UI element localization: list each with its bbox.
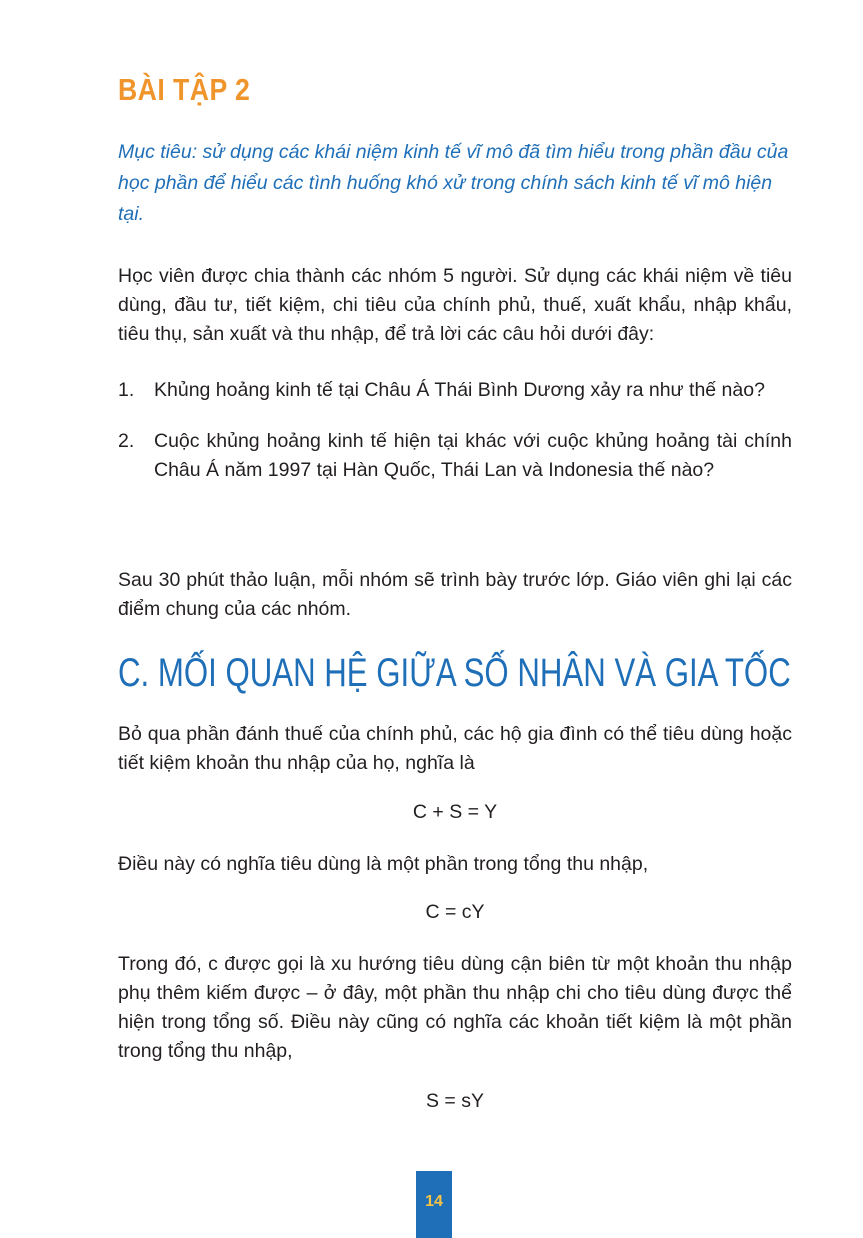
section-paragraph-2: Điều này có nghĩa tiêu dùng là một phần trong tổng thu nhập, [118,853,649,875]
exercise-closing: Sau 30 phút thảo luận, mỗi nhóm sẽ trình bày trước lớp. Giáo viên ghi lại các điểm chung của các nhóm. [118,569,792,620]
exercise-title: BÀI TẬP 2 [118,72,251,107]
section-paragraph-3: Trong đó, c được gọi là xu hướng tiêu dùng cận biên từ một khoản thu nhập phụ thêm kiếm được – ở đây, một phần thu nhập chi cho tiêu dùng được thể hiện trong tổng số. Điều này cũng có nghĩa các khoản tiết kiệm là một phần trong tổng thu nhập, [118,953,792,1062]
question-list [118,376,792,507]
question-text: Cuộc khủng hoảng kinh tế hiện tại khác với cuộc khủng hoảng tài chính Châu Á năm 1997 tại Hàn Quốc, Thái Lan và Indonesia thế nào? [154,430,792,481]
page-number: 14 [416,1171,452,1238]
formula-consumption: C = cY [425,901,485,923]
question-number: 1. [118,379,135,401]
exercise-objective: Mục tiêu: sử dụng các khái niệm kinh tế vĩ mô đã tìm hiểu trong phần đầu của học phần để hiểu các tình huống khó xử trong chính sách kinh tế vĩ mô hiện tại. [118,141,789,225]
section-title: C. MỐI QUAN HỆ GIỮA SỐ NHÂN VÀ GIA TỐC [118,651,791,695]
question-item [118,376,792,405]
section-paragraph-1: Bỏ qua phần đánh thuế của chính phủ, các hộ gia đình có thể tiêu dùng hoặc tiết kiệm khoản thu nhập của họ, nghĩa là [118,723,792,774]
formula-savings-identity: C + S = Y [412,801,498,823]
formula-savings: S = sY [426,1090,484,1112]
question-item [118,427,792,485]
exercise-intro: Học viên được chia thành các nhóm 5 người. Sử dụng các khái niệm về tiêu dùng, đầu tư, tiết kiệm, chi tiêu của chính phủ, thuế, xuất khẩu, nhập khẩu, tiêu thụ, sản xuất và thu nhập, để trả lời các câu hỏi dưới đây: [118,265,792,345]
question-number: 2. [118,430,135,452]
question-text: Khủng hoảng kinh tế tại Châu Á Thái Bình Dương xảy ra như thế nào? [154,379,765,401]
